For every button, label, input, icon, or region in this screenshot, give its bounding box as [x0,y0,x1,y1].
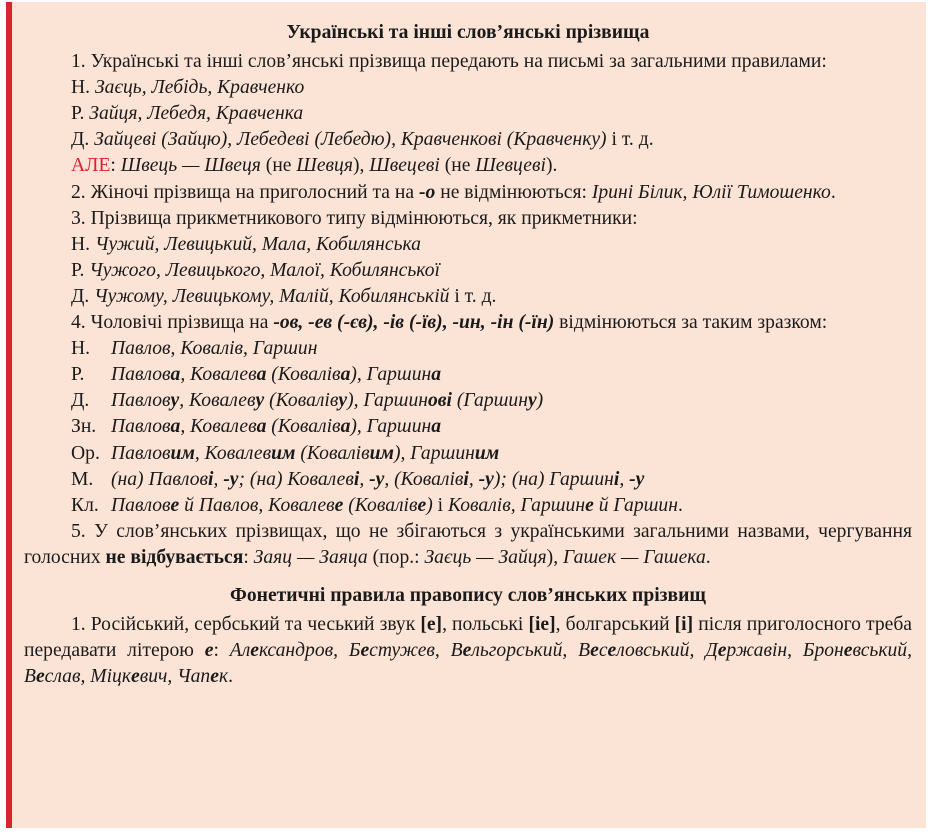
declension-row [24,441,912,467]
text-segment: а [340,416,351,438]
text-segment: й Павлов, Ковалев [179,494,335,516]
text-segment: , [619,468,630,490]
text-segment: ові [427,390,452,412]
text-segment: 1. Російський, сербський та чеський звук [71,614,421,636]
text-segment: е [35,666,45,688]
text-segment: е [250,640,259,662]
text-segment: [ie] [528,614,556,636]
text-segment: а [340,364,351,386]
section-title-2: Фонетичні правила правопису слов’янських прізвищ [230,584,706,606]
text-segment: -у [369,468,385,490]
text-segment: им [170,442,195,464]
case-label: Р. [71,364,85,386]
rule-5-text: 5. У слов’янських прізвищах, що не збігаються з українськими загальними назвами, чергування голосних не відбувається: Заяц — Заяца (пор.: Заєць — Зайця), Гашек — Гашека. [24,520,912,568]
text-segment: им [474,442,500,464]
text-segment: , (Ковалів [384,468,464,490]
rule-1-exception: АЛЕ: Швець — Швеця (не Шевця), Швецеві (не Шевцеві). [71,155,558,177]
declension-row [24,493,912,519]
text-segment: ксандров, Б [258,640,361,662]
text-segment: Павлов [111,364,171,386]
rule-1-genitive: Р. Зайця, Лебедя, Кравченка [71,103,304,125]
text-segment: Павлов [111,442,171,464]
text-segment: к [218,666,229,688]
text-segment: і [432,494,448,516]
rule-1-nominative: Н. Заєць, Лебідь, Кравченко [71,77,305,99]
text-segment: (на) Павлов [111,468,209,490]
text-segment: а [256,416,267,438]
text-segment: ) [536,390,544,412]
text-segment: а [256,364,267,386]
text-segment: е [585,494,594,516]
exception-label: АЛЕ [71,155,111,177]
text-segment: й Гаршин [593,494,678,516]
text-segment: , польські [442,614,529,636]
text-segment: е [590,640,599,662]
phonetic-rule-1-text [24,612,912,690]
rule-3-text: 3. Прізвища прикметникового типу відмінюються, як прикметники: [71,207,638,229]
text-segment: , [213,468,224,490]
text-segment: ), Гаршин [393,442,475,464]
text-segment: , Ковалев [194,442,272,464]
rule-3-dative: Д. Чужому, Левицькому, Малій, Кобилянській і т. д. [71,285,497,307]
text-segment: : [213,640,230,662]
declension-row [24,362,912,388]
rule-page [6,2,926,828]
text-segment: і [463,468,469,490]
text-segment: ржавін, Брон [726,640,844,662]
text-segment: е [210,666,219,688]
text-segment: у [527,390,537,412]
text-segment: а [170,416,181,438]
text-segment: а [170,364,181,386]
text-segment: ) [426,494,433,516]
text-segment: е [462,640,472,662]
text-segment: льгорський, В [471,640,591,662]
text-segment: після приголосного треба передавати літерою [24,614,913,662]
text-segment: . [677,494,683,516]
declension-row [24,336,912,362]
text-segment: е [170,494,180,516]
text-segment: , [359,468,370,490]
text-segment: ), Гаршин [350,416,432,438]
text-segment: і [353,468,360,490]
rule-2-text: 2. Жіночі прізвища на приголосний та на -о не відмінюються: Ірині Білик, Юлії Тимошенко. [71,181,836,203]
text-segment: им [271,442,296,464]
declension-table [24,336,912,519]
declension-row [24,414,912,440]
text-segment: а [431,364,442,386]
text-segment: -у [223,468,239,490]
text-segment: е [334,494,344,516]
text-segment: ), Гаршин [347,390,428,412]
rule-3-genitive: Р. Чужого, Левицького, Малої, Кобилянської [71,259,440,281]
text-segment: ловський, [616,640,706,662]
text-segment: у [338,390,348,412]
text-segment: Павлов [111,494,171,516]
text-segment: ), Гаршин [350,364,432,386]
rule-1-text: 1. Українські та інші слов’янські прізвища передають на письмі за загальними правилами: [71,51,827,73]
text-segment: а [431,416,442,438]
text-segment: (Ковалів [264,390,339,412]
text-segment: е [204,640,214,662]
text-segment: вський, В [24,640,912,688]
text-segment: им [369,442,394,464]
text-segment: е [607,640,617,662]
text-segment: (Ковалів [295,442,370,464]
case-label: Кл. [71,494,99,516]
text-segment: е [417,494,427,516]
text-segment: Павлов [111,416,171,438]
case-label: Д. [71,390,90,412]
text-segment: (Ковалів [266,364,341,386]
text-segment: у [170,390,180,412]
declension-row [24,467,912,493]
text-segment: -у [629,468,645,490]
text-segment: (Ковалів [266,416,341,438]
text-segment: Павлов, Ковалів, Гаршин [111,338,318,360]
text-segment: (Ковалів [343,494,418,516]
text-segment: , Ковалев [179,390,256,412]
text-segment: е [843,640,853,662]
declension-row [24,388,912,414]
text-segment: Ковалів, Гаршин [448,494,586,516]
text-segment: с [598,640,608,662]
text-segment: , Ковалев [180,416,257,438]
text-segment: і [208,468,214,490]
text-segment: у [255,390,265,412]
text-segment: е [717,640,727,662]
text-segment: , [468,468,479,490]
text-segment: е [360,640,370,662]
case-label: М. [71,468,94,490]
text-segment: е [130,666,140,688]
text-segment: Ал [229,640,251,662]
case-label: Н. [71,338,91,360]
text-segment: і [613,468,620,490]
case-label: Зн. [71,416,97,438]
rule-1-dative: Д. Зайцеві (Зайцю), Лебедеві (Лебедю), Кравченкові (Кравченку) і т. д. [71,129,654,151]
text-segment: стужев, В [369,640,463,662]
case-label: Ор. [71,442,100,464]
text-segment: вич, Чап [139,666,211,688]
text-segment: ; (на) Ковалев [238,468,354,490]
section-title: Українські та інші слов’янські прізвища [286,22,650,43]
text-segment: , болгарський [555,614,675,636]
text-segment: , Ковалев [180,364,257,386]
text-segment: . [228,666,234,688]
text-segment: [і] [674,614,694,636]
text-segment: Д [705,640,718,662]
rule-3-nominative: Н. Чужий, Левицький, Мала, Кобилянська [71,233,421,255]
content [24,20,912,690]
text-segment: Павлов [111,390,171,412]
rule-4-text: 4. Чоловічі прізвища на -ов, -ев (-єв), -ів (-їв), -ин, -ін (-їн) відмінюються за таким зразком: [71,312,828,334]
text-segment: (Гаршин [451,390,528,412]
text-segment: ); (на) Гаршин [493,468,614,490]
text-segment: [е] [420,614,443,636]
text-segment: слав, Міцк [44,666,131,688]
text-segment: -у [478,468,494,490]
